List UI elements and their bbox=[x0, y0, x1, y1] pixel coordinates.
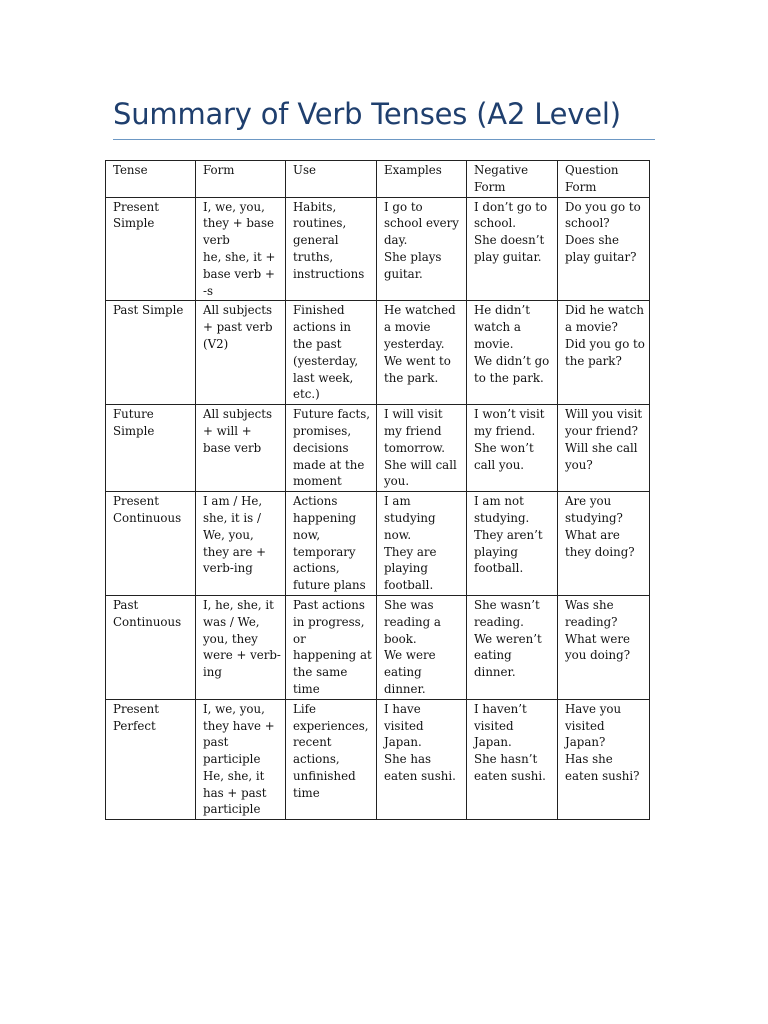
cell-form: I, we, you, they + base verb he, she, it + base verb + -s bbox=[196, 197, 286, 301]
table-row bbox=[106, 301, 650, 405]
cell-use: Future facts, promises, decisions made at the moment bbox=[286, 405, 377, 492]
cell-tense: Present Simple bbox=[106, 197, 196, 301]
header-negative-form: Negative Form bbox=[467, 161, 558, 198]
cell-examples: She was reading a book. We were eating dinner. bbox=[377, 595, 467, 699]
table-row bbox=[106, 405, 650, 492]
cell-negative: I won’t visit my friend. She won’t call you. bbox=[467, 405, 558, 492]
cell-examples: I go to school every day. She plays guitar. bbox=[377, 197, 467, 301]
cell-tense: Present Continuous bbox=[106, 492, 196, 596]
cell-form: All subjects + past verb (V2) bbox=[196, 301, 286, 405]
table-row bbox=[106, 595, 650, 699]
table-row bbox=[106, 699, 650, 820]
cell-use: Actions happening now, temporary actions, future plans bbox=[286, 492, 377, 596]
header-form: Form bbox=[196, 161, 286, 198]
title-underline bbox=[113, 139, 655, 140]
cell-tense: Present Perfect bbox=[106, 699, 196, 820]
cell-question: Will you visit your friend? Will she call you? bbox=[558, 405, 650, 492]
cell-form: All subjects + will + base verb bbox=[196, 405, 286, 492]
cell-form: I, we, you, they have + past participle He, she, it has + past participle bbox=[196, 699, 286, 820]
cell-question: Did he watch a movie? Did you go to the park? bbox=[558, 301, 650, 405]
cell-negative: I don’t go to school. She doesn’t play guitar. bbox=[467, 197, 558, 301]
cell-examples: I have visited Japan. She has eaten sushi. bbox=[377, 699, 467, 820]
header-tense: Tense bbox=[106, 161, 196, 198]
cell-negative: I haven’t visited Japan. She hasn’t eaten sushi. bbox=[467, 699, 558, 820]
cell-question: Do you go to school? Does she play guitar? bbox=[558, 197, 650, 301]
cell-tense: Future Simple bbox=[106, 405, 196, 492]
cell-question: Are you studying? What are they doing? bbox=[558, 492, 650, 596]
cell-use: Life experiences, recent actions, unfinished time bbox=[286, 699, 377, 820]
cell-negative: He didn’t watch a movie. We didn’t go to the park. bbox=[467, 301, 558, 405]
cell-negative: She wasn’t reading. We weren’t eating dinner. bbox=[467, 595, 558, 699]
header-examples: Examples bbox=[377, 161, 467, 198]
cell-use: Habits, routines, general truths, instructions bbox=[286, 197, 377, 301]
cell-question: Have you visited Japan? Has she eaten sushi? bbox=[558, 699, 650, 820]
table-row bbox=[106, 492, 650, 596]
cell-question: Was she reading? What were you doing? bbox=[558, 595, 650, 699]
cell-tense: Past Simple bbox=[106, 301, 196, 405]
cell-examples: He watched a movie yesterday. We went to the park. bbox=[377, 301, 467, 405]
header-question-form: Question Form bbox=[558, 161, 650, 198]
cell-examples: I am studying now. They are playing football. bbox=[377, 492, 467, 596]
cell-tense: Past Continuous bbox=[106, 595, 196, 699]
header-use: Use bbox=[286, 161, 377, 198]
verb-tenses-table bbox=[105, 160, 650, 820]
page-title: Summary of Verb Tenses (A2 Level) bbox=[113, 97, 621, 131]
table-row bbox=[106, 197, 650, 301]
cell-examples: I will visit my friend tomorrow. She will call you. bbox=[377, 405, 467, 492]
table-header-row bbox=[106, 161, 650, 198]
cell-use: Past actions in progress, or happening at the same time bbox=[286, 595, 377, 699]
cell-form: I am / He, she, it is / We, you, they are + verb-ing bbox=[196, 492, 286, 596]
cell-negative: I am not studying. They aren’t playing football. bbox=[467, 492, 558, 596]
cell-use: Finished actions in the past (yesterday, last week, etc.) bbox=[286, 301, 377, 405]
cell-form: I, he, she, it was / We, you, they were + verb-ing bbox=[196, 595, 286, 699]
